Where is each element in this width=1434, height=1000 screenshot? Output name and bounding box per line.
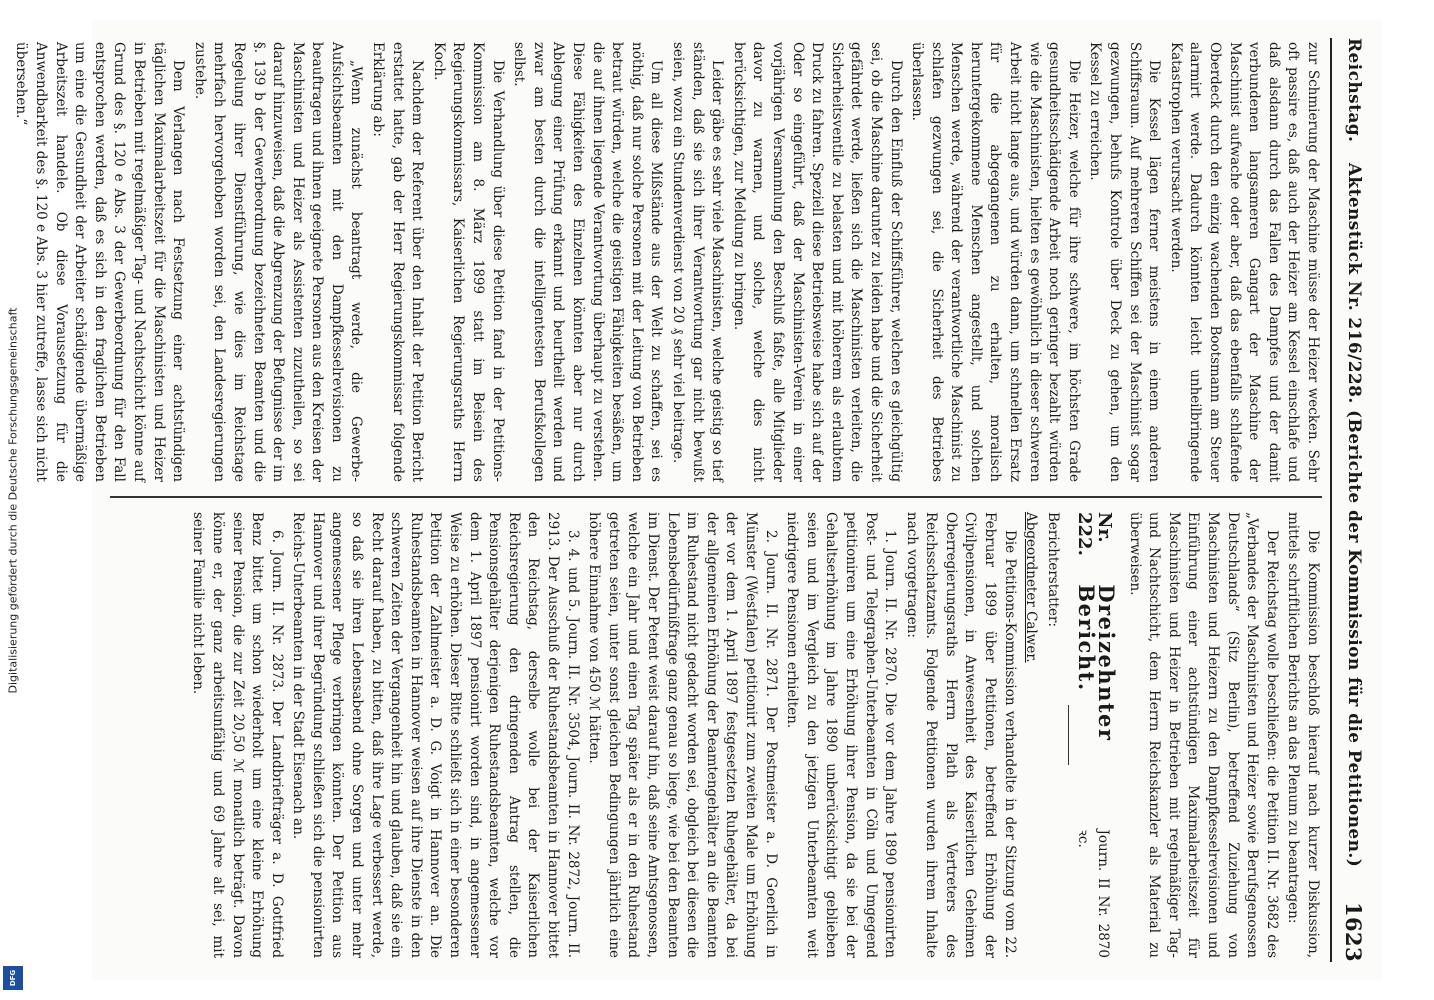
left-paragraph: Dem Verlangen nach Festsetzung einer achtstündigen täglichen Maximalarbeitszeit für die Maschinisten und Heizer in Betrieben mit regelmäßiger Tag- und Nachtschicht könne auf Grund des §. 120 e Abs. 3 der Gewerbeordnung für den Fall entsprochen werden, daß es sich in den fraglichen Betrieben um eine die Gesundheit der Arbeiter schädigende übermäßige Arbeitszeit handele. Ob diese Voraussetzung für die Anwendbarkeit des §. 120 e Abs. 3 hier zutreffe, lasse sich nicht übersehen.“ [13, 42, 187, 482]
right-paragraph: 2. Journ. II. Nr. 2871. Der Postmeister a. D. Goerlich in Münster (Westfalen) petitionirt zum zweiten Male um Erhöhung der vor dem 1. April 1897 festgesetzten Ruhegehälter, da bei der allgemeinen Erhöhung der Beamtengehälter an die Beamten im Ruhestand nicht gedacht worden sei, obgleich bei diesen die Lebensbedürfnißfrage ganz genau so liege, wie bei den Beamten im Dienst. Der Petent weist darauf hin, daß seine Amtsgenossen, welche ein Jahr und einen Tag später als er in den Ruhestand getreten seien, unter sonst gleichen Bedingungen jährlich eine höhere Einnahme von 450 ℳ hätten. [586, 512, 779, 958]
right-paragraph: 6. Journ. II. Nr. 2873. Der Landbriefträger a. D. Gottfried Benz bittet um schon wiederholt um eine kleine Erhöhung seiner Pension, die zur Zeit 20,50 ℳ monatlich beträgt. Davon könne er, der ganz arbeitsunfähig und 69 Jahre alt sei, mit seiner Familie nicht leben. [190, 512, 285, 958]
dfg-logo-text: DFG [9, 969, 17, 987]
left-paragraph: Durch den Einfluß der Schiffsführer, welchen es gleichgültig sei, ob die Maschine darunter zu leiden habe und die Sicherheit gefährdet werde, ließen sich die Maschinisten verleiten, die Sicherheitsventile zu belasten und mit höherem als erlaubtem Druck zu fahren. Speziell diese Betriebsweise habe sich auf der Oder so eingeführt, daß der Maschinisten-Verein in einer vorjährigen Versammlung den Beschluß faßte, alle Mitglieder davor zu warnen, und solche, welche dies nicht berücksichtigen, zur Meldung zu bringen. [730, 42, 904, 482]
left-paragraph: Die Verhandlung über diese Petition fand in der Petitions-Kommission am 8. März 1899 statt im Beisein des Regierungskommissars, Kaiserlichen Regierungsraths Herrn Koch. [430, 42, 506, 482]
left-column [13, 42, 1322, 482]
digitization-credit [0, 0, 26, 1000]
report-number: Nr. 222. [1074, 512, 1116, 556]
column-divider [110, 496, 1322, 498]
left-paragraph: Leider gäbe es sehr viele Maschinisten, welche geistig so tief ständen, daß sie sich ihrer Verantwortung gar nicht bewußt seien, wozu ein Stundenverdienst von 20 ₰ sehr viel beitrage. [670, 42, 726, 482]
running-head: Reichstag. [1344, 38, 1364, 143]
page-number: 1623 [1341, 901, 1367, 962]
left-paragraph: Um all diese Mißstände aus der Welt zu schaffen, sei es nöthig, daß nur solche Personen mit der Leitung von Betrieben betraut würden, welche die geistigen Fähigkeiten besäßen, um die auf ihnen liegende Verantwortung überhaupt zu verstehen. Diese Fähigkeiten des Einzelnen könnten aber nur durch Ablegung einer Prüfung erkannt und beurtheilt werden und zwar am besten durch die intelligentesten Berufskollegen selbst. [511, 42, 665, 482]
right-paragraph: 1. Journ. II. Nr. 2870. Die vor dem Jahre 1890 pensionirten Post- und Telegraphen-Unterbeamten in Cöln und Umgegend petitioniren um eine Erhöhung ihrer Pension, da sie bei der Gehaltserhöhung im Jahre 1890 unberücksichtigt geblieben seien und im Vergleich zu den jetzigen Unterbeamten weit niedrigere Pensionen erhielten. [784, 512, 899, 958]
right-paragraph: Die Petitions-Kommission verhandelte in der Sitzung vom 22. Februar 1899 über Petitionen, betreffend Erhöhung der Civilpensionen, in Anwesenheit des Kaiserlichen Geheimen Oberregierungsraths Herrn Plath als Vertreters des Reichsschatzamts. Folgende Petitionen wurden ihrem Inhalte nach vorgetragen: [903, 512, 1018, 958]
right-paragraph: 3. 4. und 5. Journ. II. Nr. 3504, Journ. II. Nr. 2872, Journ. II. 2913. Der Ausschuß der Ruhestandsbeamten in Hannover bittet den Reichstag, derselbe wolle bei der Kaiserlichen Reichsregierung den dringenden Antrag stellen, die Pensionsgehälter derjenigen Ruhestandsbeamten, welche vor dem 1. April 1897 pensionirt worden sind, in angemessener Weise zu erhöhen. Dieser Bitte schließt sich in einer besonderen Petition der Zahlmeister a. D. G. Voigt in Hannover an. Die Ruhestandsbeamten in Hannover weisen auf ihre Dienste in den schweren Zeiten der Vergangenheit hin und glauben, daß sie ein Recht darauf haben, zu bitten, daß ihre Lage verbessert werde, so daß sie ihren Lebensabend ohne Sorgen und unter mehr angemessener Pflege verbringen könnten. Der Petition aus Hannover und ihrer Begründung schließen sich die pensionirten Reichs-Unterbeamten in der Stadt Eisenach an. [290, 512, 581, 958]
dfg-logo-icon [3, 966, 23, 990]
report-title: Dreizehnter Bericht. [1074, 584, 1120, 742]
left-paragraph: Nachdem der Referent über den Inhalt der Petition Bericht erstattet hatte, gab der Herr Regierungskommissar folgende Erklärung ab: [370, 42, 426, 482]
page-title: Aktenstück Nr. 216/228. (Berichte der Kommission für die Petitionen.) [1344, 162, 1364, 868]
right-column [108, 512, 1322, 958]
report-heading [1073, 512, 1120, 958]
reporter-name: Abgeordneter Calwer. [1023, 512, 1040, 663]
header-rule [1330, 38, 1332, 962]
commission-motion: Der Reichstag wolle beschließen: die Petition II. Nr. 3682 des „Verbandes der Maschinisten und Heizer sowie Berufsgenossen Deutschlands“ (Sitz Berlin), betreffend Zuziehung von Maschinisten und Heizern zu den Dampfkesselrevisionen und Einführung einer achtstündigen Maximalarbeitszeit für Maschinisten und Heizer in Betrieben mit regelmäßiger Tag- und Nachtschicht, dem Herrn Reichskanzler als Material zu überweisen. [1126, 512, 1280, 958]
journal-reference: Journ. II Nr. 2870 ꝛc. [1075, 829, 1112, 958]
section-rule [1068, 705, 1069, 765]
left-paragraph: zur Schmierung der Maschine müsse der Heizer wecken. Sehr oft passire es, daß auch der Heizer am Kessel einschlafe und daß alsdann durch das Fallen des Dampfes und der damit verbundenen langsameren Gangart der Maschine der Maschinist aufwache oder aber, daß das ebenfalls schlafende Oberdeck durch den einzig wachenden Bootsmann am Steuer alarmirt werde. Dadurch könnten leicht unheilbringende Katastrophen verursacht werden. [1167, 42, 1321, 482]
left-paragraph: Die Kessel lägen ferner meistens in einem anderen Schiffsraum. Auf mehreren Schiffen sei der Maschinist sogar gezwungen, behufs Kontrole über Deck zu gehen, um den Kessel zu erreichen. [1087, 42, 1163, 482]
left-paragraph: Die Heizer, welche für ihre schwere, im höchsten Grade gesundheitsschädigende Arbeit noch geringer bezahlt würden wie die Maschinisten, hielten es gewöhnlich in dieser schweren Arbeit nicht lange aus, und würden dann, um schnellen Ersatz für die abgegangenen zu erhalten, moralisch heruntergekommene Menschen angestellt, und solchen Menschen werde, während der verantwortliche Maschinist zu schlafen gezwungen sei, die Sicherheit des Betriebes überlassen. [909, 42, 1082, 482]
left-paragraph: „Wenn zunächst beantragt werde, die Gewerbe-Aufsichtsbeamten mit den Dampfkesselrevisionen zu beauftragen und ihnen geeignete Personen aus den Kreisen der Maschinisten und Heizer als Assistenten zuzutheilen, so sei darauf hinzuweisen, daß die Abgrenzung der Befugnisse der im §. 139 b der Gewerbeordnung bezeichneten Beamten und die Regelung ihrer Dienstführung, wie dies im Reichstage mehrfach hervorgehoben worden sei, den Landesregierungen zustehe. [191, 42, 365, 482]
credit-text: Digitalisierung gefördert durch die Deutsche Forschungsgemeinschaft [6, 307, 20, 693]
page-header [1336, 38, 1372, 962]
commission-intro: Die Kommission beschloß hierauf nach kurzer Diskussion, mittels schriftlichen Berichts an das Plenum zu beantragen: [1285, 512, 1321, 958]
reporter-label: Berichterstatter: [1044, 512, 1061, 628]
